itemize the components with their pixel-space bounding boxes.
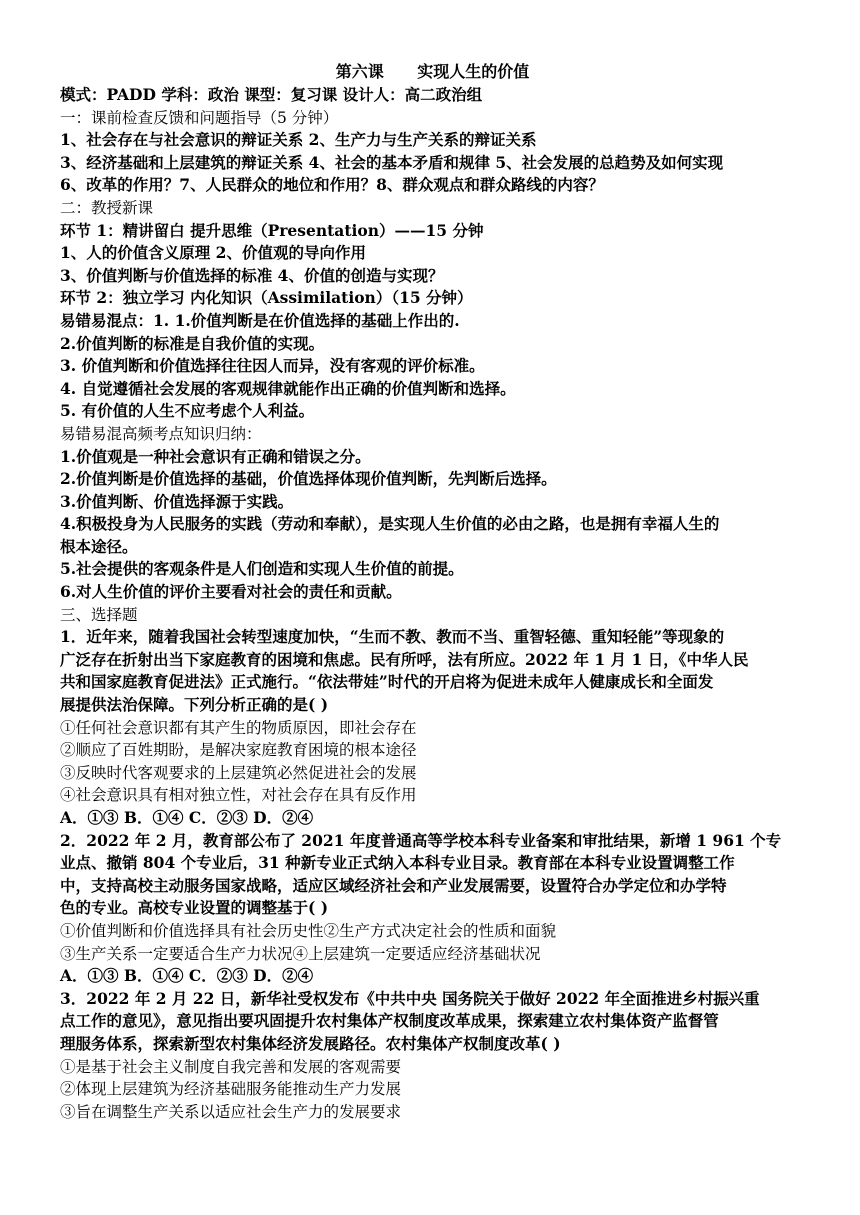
review-item: 1、社会存在与社会意识的辩证关系 2、生产力与生产关系的辩证关系 [60, 130, 537, 150]
summary-heading: 易错易混高频考点知识归纳： [60, 424, 262, 443]
question-3-option: ②体现上层建筑为经济基础服务能推动生产力发展 [60, 1080, 402, 1099]
question-1-option: ④社会意识具有相对独立性，对社会存在具有反作用 [60, 786, 417, 805]
confusion-heading: 易错易混点：1. 1.价值判断是在价值选择的基础上作出的. [60, 310, 460, 330]
summary-item: 根本途径。 [60, 536, 138, 556]
question-2-option: ③生产关系一定要适合生产力状况④上层建筑一定要适应经济基础状况 [60, 944, 541, 963]
summary-item: 6.对人生价值的评价主要看对社会的责任和贡献。 [60, 582, 402, 602]
question-1-option: ③反映时代客观要求的上层建筑必然促进社会的发展 [60, 763, 417, 782]
review-item: 6、改革的作用？7、人民群众的地位和作用？8、群众观点和群众路线的内容？ [60, 175, 604, 195]
question-2-stem: 色的专业。高校专业设置的调整基于( ) [60, 898, 329, 918]
doc-header-info: 模式：PADD 学科：政治 课型：复习课 设计人：高二政治组 [60, 85, 483, 104]
summary-item: 3.价值判断、价值选择源于实践。 [60, 491, 294, 511]
question-1-choices: A．①③ B．①④ C．②③ D．②④ [60, 808, 314, 827]
page-title: 第六课 实现人生的价值 [335, 62, 530, 81]
step-2-heading: 环节 2：独立学习 内化知识（Assimilation）（15 分钟） [60, 288, 473, 308]
question-1-stem: 广泛存在折射出当下家庭教育的困境和焦虑。民有所呼，法有所应。2022 年 1 月 1 日，《中华人民 [60, 649, 749, 669]
question-2-option: ①价值判断和价值选择具有社会历史性②生产方式决定社会的性质和面貌 [60, 921, 557, 940]
confusion-item: 3. 价值判断和价值选择往往因人而异，没有客观的评价标准。 [60, 356, 485, 376]
question-3-option: ①是基于社会主义制度自我完善和发展的客观需要 [60, 1057, 402, 1076]
summary-item: 5.社会提供的客观条件是人们创造和实现人生价值的前提。 [60, 559, 464, 579]
confusion-item: 2.价值判断的标准是自我价值的实现。 [60, 333, 325, 353]
question-1-option: ①任何社会意识都有其产生的物质原因，即社会存在 [60, 718, 417, 737]
question-1-stem: 1．近年来，随着我国社会转型速度加快，“生而不教、教而不当、重智轻德、重知轻能”等现象的 [60, 627, 725, 647]
section-3-heading: 三、选择题 [60, 605, 138, 624]
confusion-item: 5. 有价值的人生不应考虑个人利益。 [60, 401, 315, 421]
section-2-heading: 二：教授新课 [60, 198, 154, 217]
summary-item: 4.积极投身为人民服务的实践（劳动和奉献），是实现人生价值的必由之路，也是拥有幸福人生的 [60, 514, 720, 534]
step-1-item: 3、价值判断与价值选择的标准 4、价值的创造与实现？ [60, 265, 444, 285]
step-1-item: 1、人的价值含义原理 2、价值观的导向作用 [60, 243, 366, 263]
question-3-option: ③旨在调整生产关系以适应社会生产力的发展要求 [60, 1102, 402, 1121]
question-3-stem: 3．2022 年 2 月 22 日，新华社受权发布《中共中央 国务院关于做好 2022 年全面推进乡村振兴重 [60, 988, 760, 1008]
question-2-choices: A．①③ B．①④ C．②③ D．②④ [60, 966, 314, 986]
question-1-stem: 共和国家庭教育促进法》正式施行。“依法带娃”时代的开启将为促进未成年人健康成长和全面发 [60, 672, 714, 692]
document-page [60, 60, 805, 1123]
question-3-stem: 点工作的意见》，意见指出要巩固提升农村集体产权制度改革成果，探索建立农村集体资产监督管 [60, 1011, 719, 1031]
question-1-stem: 展提供法治保障。下列分析正确的是( ) [60, 695, 329, 715]
question-2-stem: 2．2022 年 2 月，教育部公布了 2021 年度普通高等学校本科专业备案和审批结果，新增 1 961 个专 [60, 830, 782, 850]
confusion-item: 4. 自觉遵循社会发展的客观规律就能作出正确的价值判断和选择。 [60, 378, 516, 398]
step-1-heading: 环节 1：精讲留白 提升思维（Presentation）——15 分钟 [60, 220, 484, 240]
question-3-stem: 理服务体系，探索新型农村集体经济发展路径。农村集体产权制度改革( ) [60, 1033, 561, 1053]
summary-item: 2.价值判断是价值选择的基础，价值选择体现价值判断，先判断后选择。 [60, 469, 557, 489]
question-1-option: ②顺应了百姓期盼，是解决家庭教育困境的根本途径 [60, 741, 417, 760]
question-2-stem: 中，支持高校主动服务国家战略，适应区域经济社会和产业发展需要，设置符合办学定位和办学特 [60, 875, 727, 895]
review-item: 3、经济基础和上层建筑的辩证关系 4、社会的基本矛盾和规律 5、社会发展的总趋势及如何实现 [60, 152, 724, 172]
summary-item: 1.价值观是一种社会意识有正确和错误之分。 [60, 446, 371, 466]
question-2-stem: 业点、撤销 804 个专业后，31 种新专业正式纳入本科专业目录。教育部在本科专业设置调整工作 [60, 853, 735, 873]
section-1-heading: 一：课前检查反馈和问题指导（5 分钟） [60, 108, 339, 127]
